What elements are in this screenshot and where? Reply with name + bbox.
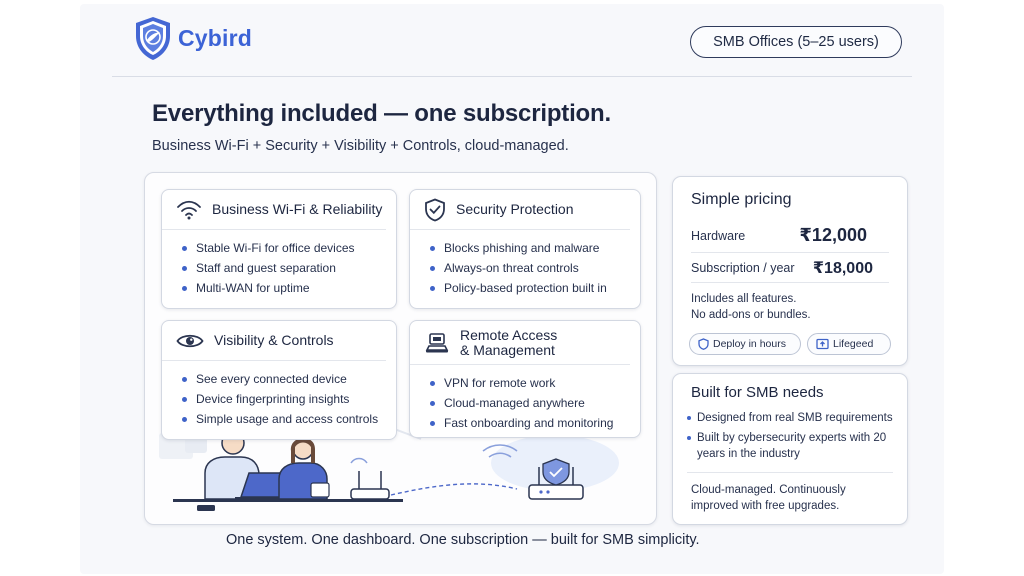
built-for-title: Built for SMB needs — [691, 384, 824, 401]
feature-card-header — [162, 321, 386, 361]
pricing-note — [691, 291, 811, 323]
feature-card-wifi[interactable] — [161, 189, 397, 309]
feature-card-title-line2: & Management — [460, 341, 555, 358]
remote-laptop-icon — [424, 331, 450, 355]
feature-card-title: Visibility & Controls — [214, 332, 334, 348]
feature-card-title-line1: Remote Access — [460, 326, 558, 343]
product-sheet — [80, 4, 944, 574]
shield-small-icon — [698, 338, 709, 350]
list-item: Cloud-managed anywhere — [430, 393, 640, 413]
feature-list — [410, 230, 640, 298]
built-for-divider — [687, 472, 893, 473]
price-row-subscription — [691, 253, 889, 283]
shield-check-icon — [424, 198, 446, 222]
list-item: VPN for remote work — [430, 373, 640, 393]
feature-list — [162, 230, 396, 298]
list-item: Fast onboarding and monitoring — [430, 413, 640, 433]
feature-card-title: Security Protection — [456, 201, 574, 217]
page-subtitle: Business Wi-Fi + Security + Visibility + Controls, cloud-managed. — [152, 138, 569, 154]
built-for-note — [691, 482, 846, 514]
deploy-chip[interactable] — [689, 333, 801, 355]
feature-card-visibility[interactable] — [161, 320, 397, 440]
pricing-note-line2: No add-ons or bundles. — [691, 309, 811, 321]
wifi-icon — [176, 200, 202, 220]
built-for-note-line1: Cloud-managed. Continuously — [691, 484, 846, 496]
built-for-card — [672, 373, 908, 525]
features-panel — [144, 172, 657, 525]
page-title: Everything included — one subscription. — [152, 100, 611, 127]
list-item: Blocks phishing and malware — [430, 238, 640, 258]
feature-card-title — [460, 328, 557, 358]
list-item: Policy-based protection built in — [430, 278, 640, 298]
list-item: Simple usage and access controls — [182, 409, 396, 429]
feature-card-security[interactable] — [409, 189, 641, 309]
feature-list — [162, 361, 396, 429]
price-label: Hardware — [691, 228, 746, 243]
brand-logo[interactable] — [132, 14, 252, 62]
upload-box-icon — [816, 338, 829, 350]
lifegeed-chip[interactable] — [807, 333, 891, 355]
pricing-note-line1: Includes all features. — [691, 293, 797, 305]
list-item: Device fingerprinting insights — [182, 389, 396, 409]
feature-card-remote[interactable] — [409, 320, 641, 438]
pricing-card — [672, 176, 908, 366]
feature-card-title: Business Wi-Fi & Reliability — [212, 201, 383, 217]
chip-label: Deploy in hours — [713, 338, 786, 350]
built-for-list — [687, 410, 903, 466]
feature-card-header — [410, 190, 630, 230]
shield-bird-icon — [132, 14, 174, 62]
chip-label: Lifegeed — [833, 338, 874, 350]
price-value: ₹12,000 — [799, 225, 867, 245]
eye-icon — [176, 332, 204, 350]
pricing-title: Simple pricing — [691, 191, 792, 208]
price-row-hardware — [691, 219, 889, 253]
feature-list — [410, 365, 640, 433]
brand-name: Cybird — [178, 24, 253, 51]
list-item: Designed from real SMB requirements — [687, 410, 903, 426]
list-item: Always-on threat controls — [430, 258, 640, 278]
feature-card-header — [162, 190, 386, 230]
list-item: Staff and guest separation — [182, 258, 396, 278]
list-item: Multi-WAN for uptime — [182, 278, 396, 298]
header-divider — [112, 76, 912, 77]
price-label: Subscription / year — [691, 260, 795, 275]
price-value: ₹18,000 — [812, 259, 873, 277]
footer-tagline: One system. One dashboard. One subscription — built for SMB simplicity. — [226, 532, 700, 548]
list-item: See every connected device — [182, 369, 396, 389]
list-item: Built by cybersecurity experts with 20 years in the industry — [687, 430, 903, 462]
segment-badge[interactable]: SMB Offices (5–25 users) — [690, 26, 902, 58]
built-for-note-line2: improved with free upgrades. — [691, 500, 840, 512]
feature-card-header — [410, 321, 630, 365]
list-item: Stable Wi-Fi for office devices — [182, 238, 396, 258]
